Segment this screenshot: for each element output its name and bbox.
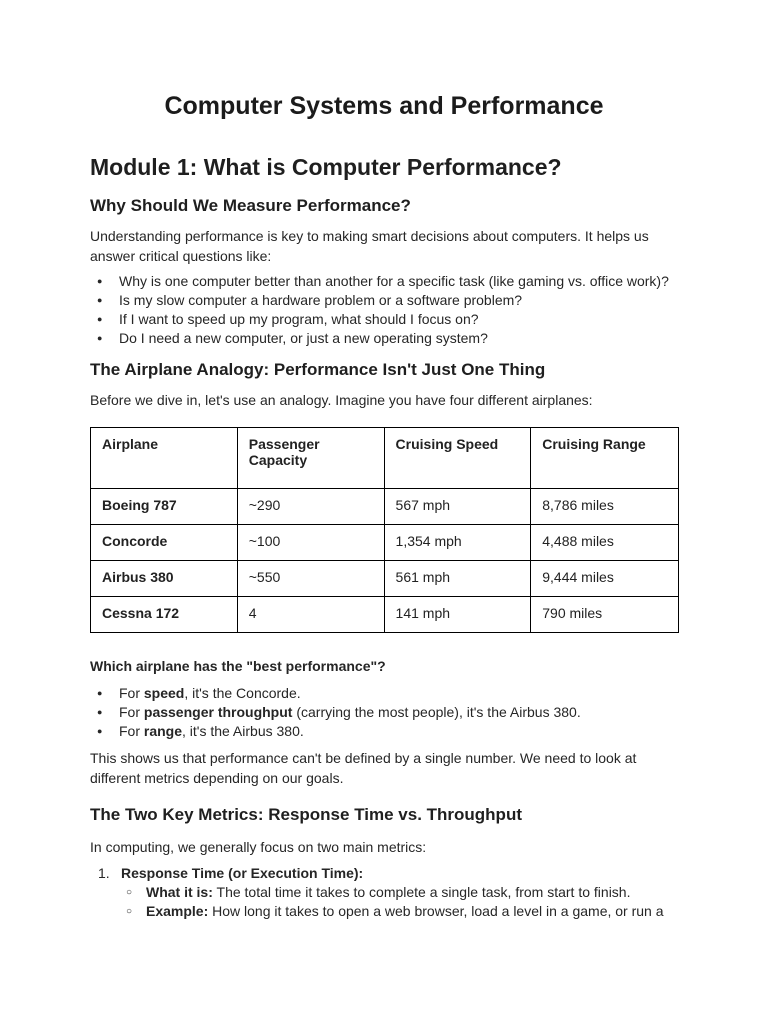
- list-item: ○ What it is: The total time it takes to complete a single task, from start to finish.: [121, 883, 664, 902]
- section-intro-metrics: In computing, we generally focus on two main metrics:: [90, 839, 427, 855]
- performance-conclusion: This shows us that performance can't be defined by a single number. We need to look at different metrics depending on our goals.: [90, 750, 637, 786]
- table-row: [91, 597, 679, 633]
- section-heading-metrics: The Two Key Metrics: Response Time vs. Throughput: [90, 805, 522, 824]
- list-item: ● Is my slow computer a hardware problem or a software problem?: [90, 291, 669, 310]
- table-cell: Cessna 172: [91, 597, 238, 633]
- list-item: ● Why is one computer better than another for a specific task (like gaming vs. office work)?: [90, 272, 669, 291]
- list-item: ● For speed, it's the Concorde.: [90, 684, 581, 703]
- module-heading: Module 1: What is Computer Performance?: [90, 154, 562, 180]
- list-item: ● For range, it's the Airbus 380.: [90, 722, 581, 741]
- metric-label: Response Time (or Execution Time):: [121, 865, 364, 881]
- table-cell: ~550: [237, 561, 384, 597]
- list-item: ● Do I need a new computer, or just a new operating system?: [90, 329, 669, 348]
- table-cell: Airbus 380: [91, 561, 238, 597]
- column-header: Cruising Range: [531, 428, 679, 489]
- airplane-table: [90, 427, 679, 633]
- table-cell: 1,354 mph: [384, 525, 531, 561]
- table-cell: 141 mph: [384, 597, 531, 633]
- table-row: [91, 525, 679, 561]
- metric-details: [121, 883, 664, 921]
- table-row: [91, 561, 679, 597]
- best-performance-question: Which airplane has the "best performance"?: [90, 658, 386, 674]
- list-item: ○ Example: How long it takes to open a web browser, load a level in a game, or run a: [121, 902, 664, 921]
- table-cell: Boeing 787: [91, 489, 238, 525]
- section-heading-airplane: The Airplane Analogy: Performance Isn't Just One Thing: [90, 360, 546, 379]
- section-intro-airplane: Before we dive in, let's use an analogy. Imagine you have four different airplanes:: [90, 392, 593, 408]
- table-header-row: [91, 428, 679, 489]
- column-header: Airplane: [91, 428, 238, 489]
- questions-list: [90, 272, 669, 348]
- table-cell: 561 mph: [384, 561, 531, 597]
- table-cell: Concorde: [91, 525, 238, 561]
- table-row: [91, 489, 679, 525]
- column-header: Cruising Speed: [384, 428, 531, 489]
- table-cell: 8,786 miles: [531, 489, 679, 525]
- table-cell: ~290: [237, 489, 384, 525]
- table-cell: 567 mph: [384, 489, 531, 525]
- section-intro-measure: Understanding performance is key to making smart decisions about computers. It helps us answer critical questions like:: [90, 228, 649, 264]
- list-item: 1. Response Time (or Execution Time): ○ What it is: The total time it takes to complete a single task, from start to finish. ○ Example: How long it takes to open a web browser, load a level in a game, or run a: [90, 864, 664, 921]
- column-header: Passenger Capacity: [237, 428, 384, 489]
- list-item: ● If I want to speed up my program, what should I focus on?: [90, 310, 669, 329]
- section-heading-measure: Why Should We Measure Performance?: [90, 196, 411, 215]
- table-cell: ~100: [237, 525, 384, 561]
- metrics-list: [90, 864, 664, 921]
- document-title: Computer Systems and Performance: [164, 92, 604, 120]
- table-cell: 4: [237, 597, 384, 633]
- table-cell: 4,488 miles: [531, 525, 679, 561]
- answers-list: [90, 684, 581, 741]
- list-item: ● For passenger throughput (carrying the most people), it's the Airbus 380.: [90, 703, 581, 722]
- table-cell: 790 miles: [531, 597, 679, 633]
- table-cell: 9,444 miles: [531, 561, 679, 597]
